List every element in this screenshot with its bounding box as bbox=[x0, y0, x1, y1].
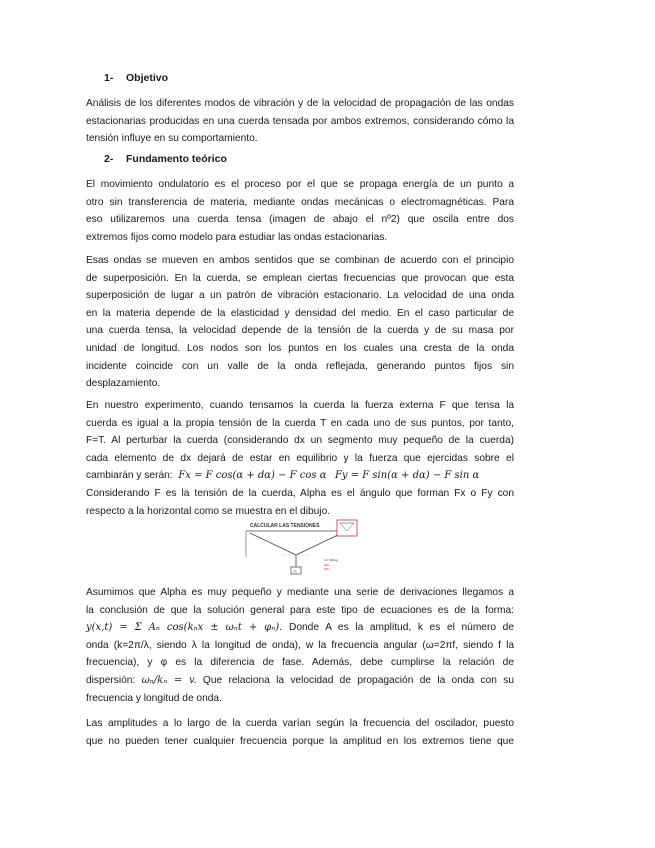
text-line: Considerando F es la tensión de la cuerda, Alpha es el ángulo que forman Fx o Fy con bbox=[86, 487, 514, 499]
figure-note: Tb=... bbox=[324, 567, 332, 571]
text-line: eso utilizaremos una cuerda tensa (imagen de abajo el nº2) que oscila entre dos bbox=[86, 214, 514, 226]
text-line: F=T. Al perturbar la cuerda (considerando dx un segmento muy pequeño de la cuerda) bbox=[86, 435, 514, 447]
text-line: una cuerda tensa, la velocidad depende de la tensión de la cuerda y de su masa por bbox=[86, 325, 514, 337]
paragraph-3 bbox=[86, 397, 514, 520]
paragraph-4 bbox=[86, 584, 514, 707]
formula-line bbox=[86, 619, 514, 637]
text-line: superposición de lugar a un patrón de vibración estacionario. La velocidad de una onda bbox=[86, 290, 514, 302]
section-heading-objetivo bbox=[104, 72, 168, 84]
text-line: cuerda es igual a la propia tensión de la cuerda T en cada uno de sus puntos, por tanto, bbox=[86, 417, 514, 429]
text-line: unidad de longitud. Los nodos son los puntos en los cuales una cresta de la onda bbox=[86, 342, 514, 354]
formula-fx: Fx = F cos(α + dα) − F cos α bbox=[178, 470, 327, 482]
paragraph-5 bbox=[86, 715, 514, 750]
section-title: Objetivo bbox=[126, 72, 169, 84]
text-line: cada elemento de dx dejará de estar en equilibrio y la fuerza que ejercidas sobre el bbox=[86, 452, 514, 464]
text-line: respecto a la horizontal como se muestra en el dibujo. bbox=[86, 505, 331, 517]
section-title: Fundamento teórico bbox=[126, 153, 227, 165]
objective-paragraph bbox=[86, 95, 514, 148]
text-line: Asumimos que Alpha es muy pequeño y mediante una serie de derivaciones llegamos a bbox=[86, 587, 514, 598]
text-line: estacionarias producidas en una cuerda tensada por ambos extremos, considerando cómo la bbox=[86, 115, 514, 127]
text-line: la conclusión de que la solución general para este tipo de ecuaciones es de la forma: bbox=[86, 604, 514, 616]
text-line: incidente coincide con un valle de la onda reflejada, generando puntos fijos sin bbox=[86, 360, 514, 372]
dispersion-formula: ωₙ/kₙ = v. bbox=[141, 674, 197, 686]
text-line: El movimiento ondulatorio es el proceso por el que se propaga energía de un punto a bbox=[86, 179, 514, 190]
formula-line bbox=[86, 467, 514, 485]
formula-fy: Fy = F sin(α + dα) − F sin α bbox=[334, 470, 480, 482]
text-line: extremos fijos como modelo para estudiar las ondas estacionarias. bbox=[86, 231, 388, 243]
text-line: otro sin transferencia de materia, mediante ondas mecánicas o electromagnéticas. Para bbox=[86, 196, 514, 208]
text-line: tensión influye en su comportamiento. bbox=[86, 133, 258, 145]
text-line: que no pueden tener cualquier frecuencia porque la amplitud en los extremos tiene que bbox=[86, 735, 514, 747]
dispersion-tail: Que relaciona la velocidad de propagación de la onda con su bbox=[202, 674, 514, 686]
dispersion-lead: dispersión: bbox=[86, 674, 136, 686]
text-line: de superposición. En la cuerda, se emplean ciertas frecuencias que provocan que esta bbox=[86, 272, 514, 284]
section-heading-fundamento bbox=[104, 153, 227, 165]
text-line: Esas ondas se mueven en ambos sentidos que se combinan de acuerdo con el principio bbox=[86, 255, 514, 266]
general-solution-formula: y(x,t) = Σ Aₙ cos(kₙx ± ωₙt + φₙ). bbox=[86, 622, 283, 634]
text-line: desplazamiento. bbox=[86, 378, 161, 390]
text-line: frecuencia y longitud de onda. bbox=[86, 692, 222, 704]
text-line: Las amplitudes a lo largo de la cuerda varían según la frecuencia del oscilador, puesto bbox=[86, 718, 514, 729]
section-number: 1- bbox=[104, 72, 114, 84]
formula-lead: cambiarán y serán: bbox=[86, 470, 173, 482]
section-number: 2- bbox=[104, 153, 114, 165]
text-line: Análisis de los diferentes modos de vibración y de la velocidad de propagación de las ondas bbox=[86, 98, 514, 109]
text-line: onda (k=2π/λ, siendo λ la longitud de onda), w la frecuencia angular (ω=2πf, siendo f la bbox=[86, 639, 514, 651]
text-line: en la materia depende de la elasticidad y densidad del medio. En el caso particular de bbox=[86, 307, 514, 319]
figure-note: m= 500 kg bbox=[324, 558, 339, 562]
formula-explanation: Donde A es la amplitud, k es el número de bbox=[288, 622, 514, 634]
mass-label: m bbox=[293, 569, 297, 574]
figure-title: CALCULAR LAS TENSIONES bbox=[250, 523, 320, 529]
text-line: En nuestro experimento, cuando tensamos la cuerda la fuerza externa F que tensa la bbox=[86, 400, 514, 411]
paragraph-2 bbox=[86, 252, 514, 393]
figure-note: Ta=... bbox=[324, 563, 332, 567]
dispersion-line bbox=[86, 672, 514, 690]
text-line: frecuencia), y φ es la diferencia de fase. Además, debe cumplirse la relación de bbox=[86, 657, 514, 669]
inset-diagram bbox=[336, 519, 358, 537]
paragraph-1 bbox=[86, 176, 514, 246]
